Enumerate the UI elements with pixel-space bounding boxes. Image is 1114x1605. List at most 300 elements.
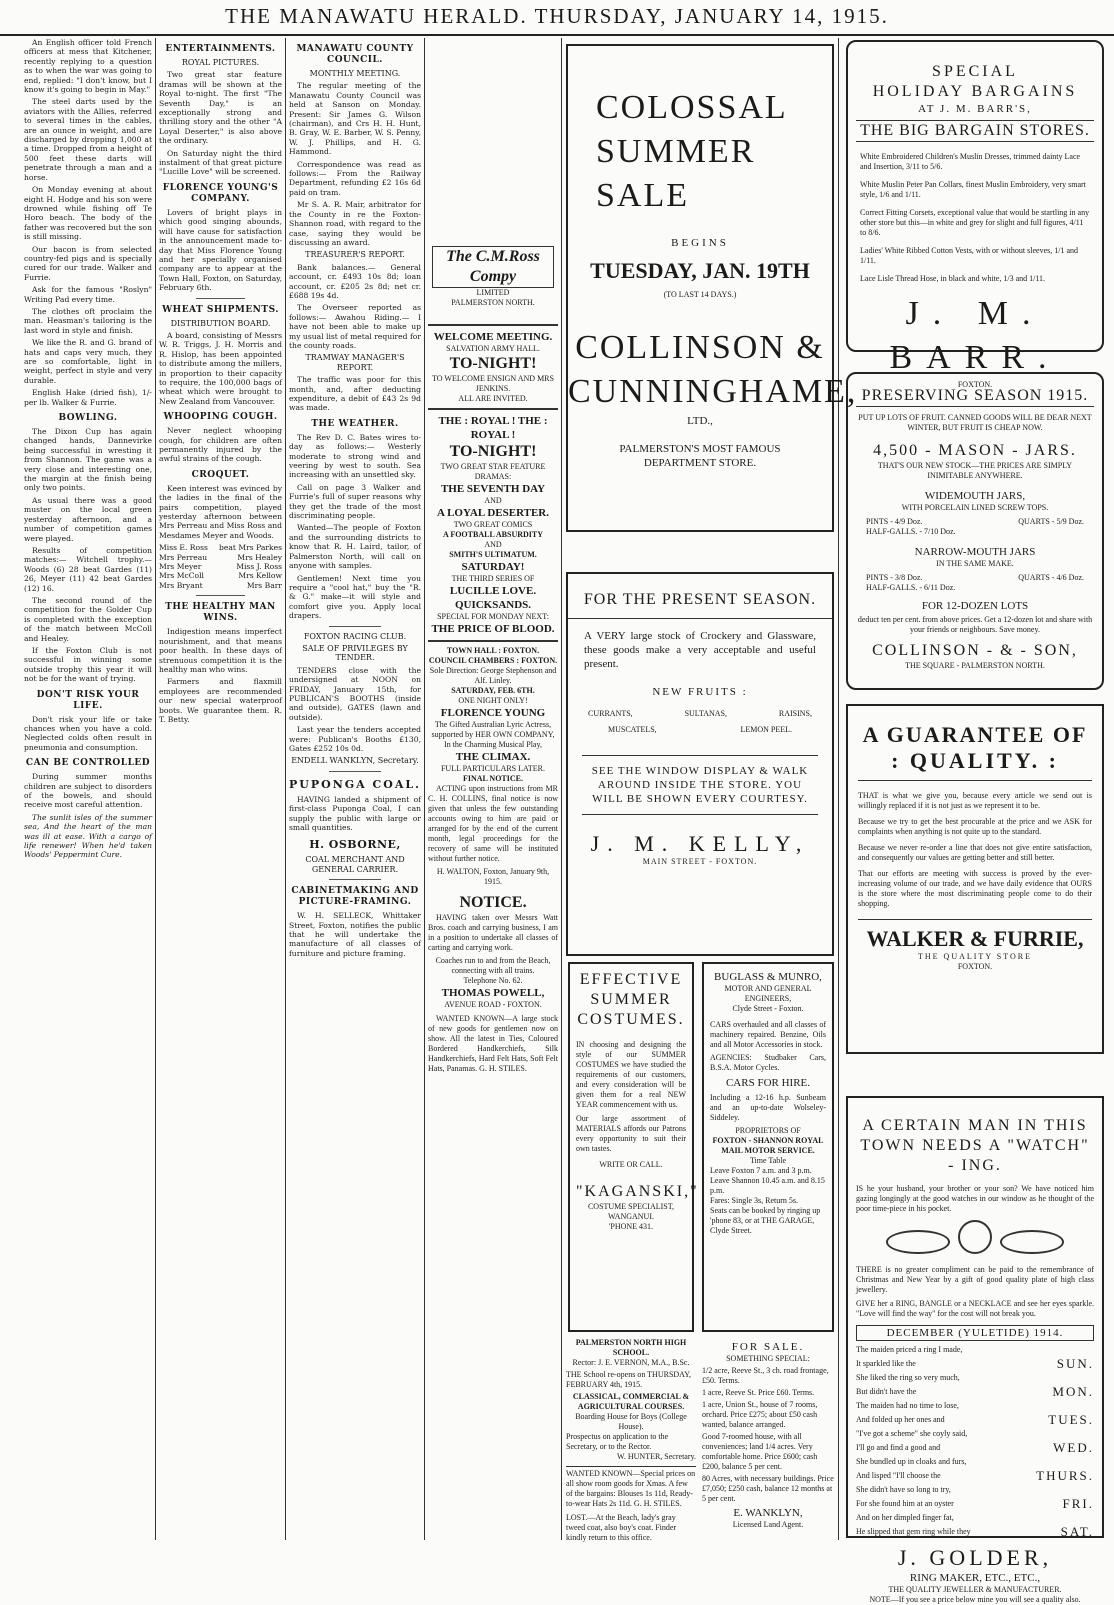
ad-text: SEE THE WINDOW DISPLAY & WALK AROUND INSIDE THE STORE. YOU WILL BE SHOWN EVERY COURTESY. xyxy=(582,755,818,815)
subheading: ROYAL PICTURES. xyxy=(181,58,260,67)
ad-heading: THE : ROYAL ! THE : ROYAL ! xyxy=(438,415,548,441)
paragraph: Keen interest was evinced by the ladies in the final of the pairs competition, played yesterday afternoon between Mrs Perreau and Miss Ross and Mesdames Meyer and Woods. xyxy=(159,483,282,540)
poem-text: And folded up her ones and xyxy=(856,1415,945,1424)
paragraph: Because we never re-order a line that does not give entire satisfaction, and consequently our values are getting better and still better. xyxy=(858,843,1092,862)
result-player: Mrs Bryant xyxy=(159,580,203,590)
result-opponent: Mrs Kellow xyxy=(238,571,282,581)
paragraph: IS he your husband, your brother or your son? We have noticed him gazing longingly at the good watches in our window as he thought of the poor time-piece in his pocket. xyxy=(856,1184,1094,1213)
poem-text: I'll go and find a good and xyxy=(856,1443,941,1452)
paragraph: WANTED KNOWN—A large stock of new goods for gentlemen now on show. All the latest in Ties, Coloured Bordered Handkerchiefs, Silk Handkerchiefs, Hard Felt Hats, Soft Felt Hats, Panamas. G. H. STILES. xyxy=(428,1014,558,1073)
ad-text: THE QUALITY JEWELLER & MANUFACTURER. xyxy=(888,1585,1062,1594)
divider xyxy=(196,595,245,596)
paragraph: The clothes oft proclaim the man. Heasman's tailoring is the last word in style and finish. xyxy=(24,306,152,335)
paragraph: Indigestion means imperfect nourishment, and that means poor health. In these days of strenuous competition it is the healthy man who wins. xyxy=(159,627,282,674)
masthead: THE MANAWATU HERALD. THURSDAY, JANUARY 14, 1915. xyxy=(0,0,1114,36)
subheading: DISTRIBUTION BOARD. xyxy=(170,318,271,328)
poem-day: SUN. xyxy=(1056,1356,1094,1371)
result-row xyxy=(159,581,282,590)
ad-text: AND xyxy=(484,496,502,505)
poem-text: For she found him at an oyster xyxy=(856,1499,954,1508)
ad-headline: HOLIDAY BARGAINS xyxy=(872,83,1078,100)
timetable-entry: Leave Foxton 7 a.m. and 3 p.m. xyxy=(710,1166,812,1175)
ad-text: Clyde Street - Foxton. xyxy=(732,1004,804,1013)
poem-day: TUES. xyxy=(1048,1412,1094,1427)
poem xyxy=(856,1345,1094,1541)
list-item: White Muslin Peter Pan Collars, finest Muslin Embroidery, very smart style, 1/6 and 1/11. xyxy=(860,180,1086,199)
paragraph: We like the R. and G. brand of hats and caps very much, they are so comfortable, light in weight, perfect in style and very durable. xyxy=(24,338,152,385)
firm-name: CUNNINGHAME, xyxy=(568,373,858,410)
bangle-icon xyxy=(886,1230,950,1254)
ad-heading: TOWN HALL : FOXTON. COUNCIL CHAMBERS : FOXTON. xyxy=(428,646,558,665)
ad-subheading: NEW FRUITS : xyxy=(652,686,748,698)
paragraph: An English officer told French officers at mess that Kitchener, recently replying to a question as to when the war was going to end, replied: "I don't know, but I know it's going to begin in May." xyxy=(24,38,152,95)
school-ad xyxy=(566,1338,696,1542)
advertiser-name: E. WANKLYN, xyxy=(733,1507,803,1519)
column-rule xyxy=(424,38,425,1540)
paragraph: ACTING upon instructions from MR C. H. COLLINS, final notice is now given that unless the few outstanding accounts owing to him are paid or arranged for by the end of the current month, legal proceedings for the recovery of same will be instituted without further notice. xyxy=(428,784,558,863)
ad-text: COSTUME SPECIALIST, WANGANUI. xyxy=(587,1202,675,1221)
ad-text: ONE NIGHT ONLY! xyxy=(458,696,528,705)
poem-day: THURS. xyxy=(1036,1468,1094,1483)
play-title: THE CLIMAX. xyxy=(455,751,531,763)
paragraph: Gentlemen! Next time you require a "cool hat," buy the "R. & G." make—it will style and comfort give you. Apply local drapers. xyxy=(289,573,421,621)
advertiser-name: BUGLASS & MUNRO, xyxy=(714,971,822,983)
paragraph: Our bacon is from selected country-fed pigs and is specially cured for our trade. Walker and Furrie. xyxy=(24,244,152,282)
section-heading: WHOOPING COUGH. xyxy=(163,412,278,423)
section-heading: PUPONGA COAL. xyxy=(289,777,421,791)
firm-name: COLLINSON & xyxy=(575,329,825,366)
ad-text: FOXTON. xyxy=(957,380,993,389)
signature: H. WALTON, Foxton, January 9th, 1915. xyxy=(436,867,550,886)
result-opponent: beat Mrs Parkes xyxy=(219,543,282,553)
poem-text: He slipped that gem ring while they xyxy=(856,1527,971,1536)
ad-text: THE SQUARE - PALMERSTON NORTH. xyxy=(905,661,1045,670)
news-column-2 xyxy=(159,38,282,1538)
price-item: QUARTS - 5/9 Doz. xyxy=(1018,517,1084,526)
costumes-ad xyxy=(568,962,699,1332)
advertiser-name: WALKER & FURRIE, xyxy=(858,919,1092,952)
sale-item: 1 acre, Union St., house of 7 rooms, orchard. Price £275; about £50 cash wanted, balance arranged. xyxy=(702,1400,818,1429)
column-rule xyxy=(285,38,286,1540)
sale-item: 1 acre, Reeve St. Price £60. Terms. xyxy=(702,1388,815,1397)
result-player: Mrs Meyer xyxy=(159,562,202,572)
spacer xyxy=(428,38,558,246)
advertiser-name: THOMAS POWELL, xyxy=(441,987,545,999)
ad-subheading: SOMETHING SPECIAL: xyxy=(726,1354,810,1363)
paragraph: On Saturday night the third instalment of that great picture "Lucille Love" will be screened. xyxy=(159,148,282,177)
section-heading: CAN BE CONTROLLED xyxy=(25,758,151,769)
poem-line xyxy=(856,1355,1094,1373)
ad-text: 'PHONE 431. xyxy=(608,1222,654,1231)
sale-item: 1/2 acre, Reeve St., 3 ch. road frontage, £50. Terms. xyxy=(702,1366,829,1385)
price-item: PINTS - 3/8 Doz. xyxy=(866,573,923,582)
advertiser-name: J. GOLDER, xyxy=(897,1545,1053,1570)
ad-text: Time Table xyxy=(749,1156,787,1165)
advertiser-name: COLLINSON - & - SON, xyxy=(872,642,1078,659)
fruit-item: LEMON PEEL. xyxy=(740,725,792,734)
paragraph: Ask for the famous "Roslyn" Writing Pad every time. xyxy=(24,285,152,304)
divider xyxy=(196,298,245,299)
poem-text: She didn't have so long to try, xyxy=(856,1485,951,1494)
paragraph: That our efforts are meeting with success is proved by the ever-increasing volume of our trade, and we have daily evidence that OURS is the store where the most discriminating people come to do their shopping. xyxy=(858,869,1092,908)
paragraph: The traffic was poor for this month, and, after deducting expenditure, a debit of £43 2s 9d was made. xyxy=(289,375,421,413)
column-rule xyxy=(561,38,562,1540)
calendar-heading: DECEMBER (YULETIDE) 1914. xyxy=(856,1325,1094,1341)
paragraph: Two great star feature dramas will be shown at the Royal to-night. The first "The Seventh Day," is an exceptionally strong and thrilling story and the other "A Loyal Deserter," is also above the ordinary. xyxy=(159,70,282,146)
paragraph: Lovers of bright plays in which good singing abounds, will have cause for satisfaction in the announcement made to-day that Miss Florence Young and her specially organised company are to appear at the Town Hall, Foxton, on Saturday, February 6th. xyxy=(159,207,282,293)
news-column-3 xyxy=(289,38,421,1538)
poem-text: The maiden had no time to lose, xyxy=(856,1401,959,1410)
ad-headline: FOR SALE. xyxy=(731,1341,805,1353)
paragraph: On Monday evening at about eight H. Hodge and his son were drowned while fishing off Te Horo beach. The body of the father was recovered but the son is still missing. xyxy=(24,185,152,242)
film-title: SMITH'S ULTIMATUM. xyxy=(449,550,537,559)
poem-day: WED. xyxy=(1053,1440,1094,1455)
result-opponent: Miss J. Ross xyxy=(236,562,282,572)
paragraph: AGENCIES: Studbaker Cars, B.S.A. Motor Cycles. xyxy=(710,1053,826,1072)
signature: ENDELL WANKLYN, Secretary. xyxy=(291,756,419,766)
divider xyxy=(329,626,382,627)
ad-headline: PRESERVING SEASON 1915. xyxy=(856,386,1094,407)
ad-text: NOTE—If you see a price below mine you will see a quality also. xyxy=(869,1595,1081,1604)
paragraph: If the Foxton Club is not successful in winning some outside trophy this year it will not be for the want of trying. xyxy=(24,645,152,684)
ad-headline: A GUARANTEE OF xyxy=(862,722,1088,747)
colossal-sale-ad xyxy=(566,44,858,532)
advertiser-name: "KAGANSKI," xyxy=(576,1183,699,1200)
result-opponent: Mrs Barr xyxy=(246,580,282,590)
paragraph: Our large assortment of MATERIALS affords our Patrons every opportunity to suit their own tastes. xyxy=(576,1114,686,1153)
paragraph: During summer months children are subject to disorders of the bowels, and should receive most careful attention. xyxy=(24,772,152,810)
paragraph: PUT UP LOTS OF FRUIT. CANNED GOODS WILL BE DEAR NEXT WINTER, BUT FRUIT IS CHEAP NOW. xyxy=(858,413,1092,432)
poem-text: But didn't have the xyxy=(856,1387,917,1396)
paragraph: Because we try to get the best procurable at the price and we ASK for complaints when anything is not quite up to the standard. xyxy=(858,817,1092,836)
list-item: Correct Fitting Corsets, exceptional value that would be startling in any other store but this—in white and grey for slight and full figures, 4/11 to 8/6. xyxy=(860,208,1090,237)
ad-headline: PALMERSTON NORTH HIGH SCHOOL. xyxy=(575,1338,687,1357)
ad-headline: FOR THE PRESENT SEASON. xyxy=(568,590,832,619)
ad-text: RING MAKER, ETC., ETC., xyxy=(909,1572,1041,1584)
result-player: Mrs Perreau xyxy=(159,552,208,562)
ad-text: SPECIAL FOR MONDAY NEXT: xyxy=(437,612,549,621)
price-item: QUARTS - 4/6 Doz. xyxy=(1018,573,1084,582)
poem-line xyxy=(856,1457,1094,1467)
poem-text: It sparkled like the xyxy=(856,1359,916,1368)
poem-day: MON. xyxy=(1052,1384,1094,1399)
paragraph: Correspondence was read as follows:— From the Railway Department, refunding £2 16s 6d paid on tram. xyxy=(289,159,421,197)
item-list xyxy=(860,152,1090,284)
ad-headline: SALE xyxy=(596,177,689,214)
advertiser-name: H. OSBORNE, xyxy=(309,838,401,852)
ad-text: THE THIRD SERIES OF xyxy=(451,574,535,583)
ad-text: Coaches run to and from the Beach, connecting with all trains. xyxy=(435,956,551,975)
result-row xyxy=(159,553,282,562)
section-heading: FLORENCE YOUNG'S COMPANY. xyxy=(162,182,279,204)
ad-subheading: WIDEMOUTH JARS, xyxy=(924,490,1026,502)
ad-text: TO WELCOME ENSIGN AND MRS JENKINS. xyxy=(432,374,554,393)
ad-text: THAT'S OUR NEW STOCK—THE PRICES ARE SIMPLY INIMITABLE ANYWHERE. xyxy=(877,461,1073,480)
munro-ad xyxy=(702,962,834,1332)
paragraph: A VERY large stock of Crockery and Glassware, these goods make a very acceptable and useful present. xyxy=(584,630,816,670)
advertiser-name: J. M. BARR. xyxy=(889,295,1061,376)
ad-text: Rector: J. E. VERNON, M.A., B.Sc. xyxy=(572,1358,690,1367)
ad-text: IN THE SAME MAKE. xyxy=(936,559,1014,568)
ad-subheading: THE BIG BARGAIN STORES. xyxy=(856,120,1094,142)
ad-text: Licensed Land Agent. xyxy=(732,1520,804,1529)
paragraph: THE School re-opens on THURSDAY, FEBRUARY 4th, 1915. xyxy=(566,1370,691,1389)
ad-headline: : QUALITY. : xyxy=(858,748,1092,781)
poem-line xyxy=(856,1523,1094,1541)
ad-subheading: FOR 12-DOZEN LOTS xyxy=(921,600,1029,612)
price-row xyxy=(866,517,1084,527)
ad-text: (TO LAST 14 DAYS.) xyxy=(663,290,737,299)
section-heading: ENTERTAINMENTS. xyxy=(165,44,276,54)
subheading: MONTHLY MEETING. xyxy=(309,69,401,78)
ad-text: THE QUALITY STORE xyxy=(918,952,1032,961)
section-heading: WHEAT SHIPMENTS. xyxy=(162,304,279,315)
divider xyxy=(428,324,558,326)
jewellery-illustration xyxy=(856,1218,1094,1261)
ad-text: MOTOR AND GENERAL ENGINEERS, xyxy=(724,984,812,1003)
ad-text: MAIN STREET - FOXTON. xyxy=(642,857,758,866)
poem-day: FRI. xyxy=(1062,1496,1094,1511)
ross-subtitle: LIMITED xyxy=(476,288,510,297)
poem-line xyxy=(856,1495,1094,1513)
poem-line xyxy=(856,1411,1094,1429)
sale-item: Good 7-roomed house, with all conveniences; land 1/4 acres. Very comfortable home. Price £600; cash £200, balance 5 per cent. xyxy=(702,1432,818,1471)
subheading: COAL MERCHANT AND GENERAL CARRIER. xyxy=(305,855,405,874)
paragraph: LOST.—At the Beach, lady's gray tweed coat, also boy's coat. Finder kindly return to this office. xyxy=(566,1513,677,1542)
paragraph: The second round of the competition for the Golder Cup is completed with the exception of the match between McColl and Healey. xyxy=(24,595,152,643)
paragraph: As usual there was a good muster on the local green yesterday afternoon, and a number of competition games were played. xyxy=(24,495,152,543)
film-title: QUICKSANDS. xyxy=(454,599,532,611)
poem-day: SAT. xyxy=(1060,1524,1094,1539)
section-heading: DON'T RISK YOUR LIFE. xyxy=(36,689,140,711)
ad-subheading: 4,500 - MASON - JARS. xyxy=(873,442,1077,459)
paragraph: IN choosing and designing the style of our SUMMER COSTUMES we have studied the requirements of our customers, and every consideration will be given them for a real NEW YEAR commencement with us. xyxy=(576,1040,686,1109)
ad-text: Seats can be booked by ringing up 'phone 83, or at THE GARAGE, Clyde Street. xyxy=(710,1206,821,1235)
fruit-row xyxy=(588,709,812,719)
divider xyxy=(329,879,382,880)
poem-line xyxy=(856,1401,1094,1411)
poem-line xyxy=(856,1345,1094,1355)
ad-headline: SPECIAL xyxy=(932,63,1018,80)
timetable-entry: Leave Shannon 10.45 a.m. and 8.15 p.m. xyxy=(710,1176,825,1195)
ad-text: ALL ARE INVITED. xyxy=(458,394,528,403)
result-row xyxy=(159,562,282,571)
paragraph: Including a 12-16 h.p. Sunbeam and an up-to-date Wolseley-Siddeley. xyxy=(710,1093,826,1122)
ad-text: AND xyxy=(484,540,502,549)
ad-heading: FINAL NOTICE. xyxy=(462,774,523,783)
list-item: White Embroidered Children's Muslin Dresses, trimmed dainty Lace and Insertion, 3/11 to 5/6. xyxy=(860,152,1081,171)
signature: W. HUNTER, Secretary. xyxy=(617,1452,696,1461)
ad-text: SALVATION ARMY HALL. xyxy=(446,344,540,353)
price-item: HALF-GALLS. - 7/10 Doz. xyxy=(866,527,956,536)
section-heading: CABINETMAKING AND PICTURE-FRAMING. xyxy=(291,886,419,908)
ad-subheading: CLASSICAL, COMMERCIAL & AGRICULTURAL COURSES. xyxy=(572,1392,690,1411)
ad-text: WITH PORCELAIN LINED SCREW TOPS. xyxy=(901,503,1049,512)
ad-headline: COLOSSAL xyxy=(596,89,788,126)
ad-heading: TO-NIGHT! xyxy=(449,355,537,372)
paragraph: THERE is no greater compliment can be paid to the remembrance of Christmas and New Year by a gift of good quality plate of high class jewellery. xyxy=(856,1265,1094,1294)
paragraph: CARS overhauled and all classes of machinery repaired. Benzine, Oils and all Motor Accessories in stock. xyxy=(710,1020,826,1049)
ad-headline: A CERTAIN MAN IN THIS TOWN NEEDS A "WATCH" - ING. xyxy=(860,1117,1090,1174)
ad-heading: WELCOME MEETING. xyxy=(433,331,553,343)
ad-text: TWO GREAT COMICS xyxy=(453,520,533,529)
result-opponent: Mrs Healey xyxy=(237,552,282,562)
golder-ad xyxy=(846,1096,1104,1604)
poem-line xyxy=(856,1383,1094,1401)
poem-text: "I've got a scheme" she coyly said, xyxy=(856,1429,968,1438)
ad-headline: EFFECTIVE xyxy=(579,971,683,988)
paragraph: Don't risk your life or take chances when you have a cold. Neglected colds often result in pneumonia and consumption. xyxy=(24,714,152,752)
ad-text: PROPRIETORS OF xyxy=(735,1126,801,1135)
ad-text: Telephone No. 62. xyxy=(463,976,523,985)
advertiser-name: J. M. KELLY, xyxy=(590,831,810,856)
divider xyxy=(329,771,382,772)
ad-heading: TO-NIGHT! xyxy=(449,443,537,460)
subheading: TRAMWAY MANAGER'S REPORT. xyxy=(305,353,405,372)
subheading: FOXTON RACING CLUB. xyxy=(303,631,407,641)
poem-text: And lisped "I'll choose the xyxy=(856,1471,941,1480)
ad-subheading: NARROW-MOUTH JARS xyxy=(914,546,1036,558)
for-sale-ad xyxy=(702,1340,834,1538)
section-heading: CROQUET. xyxy=(191,469,250,480)
column-rule xyxy=(838,38,839,1540)
paragraph: Never neglect whooping cough, for children are often permanently injured by the awful strains of the cough. xyxy=(159,426,282,464)
fruit-item: SULTANAS, xyxy=(684,709,727,718)
news-column-1 xyxy=(24,38,152,1538)
poem-line xyxy=(856,1467,1094,1485)
fruit-item: CURRANTS, xyxy=(588,709,633,718)
ad-text: BEGINS xyxy=(671,237,729,249)
price-item: HALF-GALLS. - 6/11 Doz. xyxy=(866,583,956,592)
film-title: A FOOTBALL ABSURDITY xyxy=(442,530,544,539)
paragraph: The sunlit isles of the summer sea, And the heart of the man was ill at ease. With a cargo of life renewer! When he'd taken Woods' Peppermint Cure. xyxy=(24,812,152,860)
list-item: Lace Lisle Thread Hose, in black and white, 1/3 and 1/11. xyxy=(860,274,1046,283)
section-heading: BOWLING. xyxy=(58,413,118,424)
ad-text: Sole Direction: George Stephenson and Alf. Linley. xyxy=(429,666,557,685)
sale-date: TUESDAY, JAN. 19TH xyxy=(590,258,810,283)
price-row xyxy=(866,573,1084,583)
section-heading: THE HEALTHY MAN WINS. xyxy=(165,602,276,624)
ad-text: WRITE OR CALL. xyxy=(599,1160,663,1169)
film-title: LUCILLE LOVE. xyxy=(449,585,537,597)
paragraph: Last year the tenders accepted were: Publican's Booths £130, Gates £252 10s 0d. xyxy=(289,725,421,753)
ad-text: Boarding House for Boys (College House). xyxy=(575,1412,687,1431)
paragraph: Bank balances.— General account, cr. £493 10s 8d; loan account, cr. £205 2s 8d; net cr. £688 19s 4d. xyxy=(289,262,421,300)
ad-text: In the Charming Musical Play, xyxy=(444,740,542,749)
ad-text: PALMERSTON'S MOST FAMOUS DEPARTMENT STORE. xyxy=(619,443,781,469)
column-rule xyxy=(155,38,156,1540)
poem-line xyxy=(856,1513,1094,1523)
fruit-item: RAISINS, xyxy=(778,709,812,718)
paragraph: English Hake (dried fish), 1/- per lb. Walker & Furrie. xyxy=(24,388,152,407)
poem-line xyxy=(856,1485,1094,1495)
result-row xyxy=(159,571,282,580)
ad-text: TWO GREAT STAR FEATURE DRAMAS: xyxy=(440,462,546,481)
divider xyxy=(428,408,558,410)
subheading: TREASURER'S REPORT. xyxy=(305,250,405,260)
poem-line xyxy=(856,1429,1094,1439)
poem-text: She liked the ring so very much, xyxy=(856,1373,960,1382)
section-heading: MANAWATU COUNTY COUNCIL. xyxy=(296,44,414,65)
paragraph: The Overseer reported as follows:— Awahou Riding.— I have not been able to make up my usual list of metal required for the county roads. xyxy=(289,303,421,350)
subheading: SALE OF PRIVILEGES BY TENDER. xyxy=(302,643,408,663)
paragraph: A board, consisting of Messrs W. R. Triggs, J. H. Morris and R. Hislop, has been appointed to distribute among the millers, in proportion to their capacity to require, the 100,000 bags of wheat which were brought to New Zealand from Vancouver. xyxy=(159,330,282,406)
ross-logo: The C.M.Ross Compy xyxy=(432,246,554,288)
paragraph: WANTED KNOWN—Special prices on all show room goods for Xmas. A few of the bargains: Blouses 1s 11d, Ready-to-wear Hats 2s 11d. G. H. STILES. xyxy=(566,1466,696,1509)
ads-column-4 xyxy=(428,38,558,1538)
ad-subheading: CARS FOR HIRE. xyxy=(725,1077,811,1089)
ad-heading: SATURDAY, FEB. 6TH. xyxy=(451,686,535,695)
divider xyxy=(428,640,558,642)
ad-text: AVENUE ROAD - FOXTON. xyxy=(444,1000,542,1009)
paragraph: THAT is what we give you, because every article we send out is willingly replaced if it is not just as we represent it to be. xyxy=(858,791,1092,810)
ad-headline: COSTUMES. xyxy=(577,1011,685,1028)
result-player: Miss E. Ross xyxy=(159,543,208,553)
ring-icon xyxy=(958,1220,992,1254)
ad-text: FULL PARTICULARS LATER. xyxy=(440,764,546,773)
paragraph: W. H. SELLECK, Whittaker Street, Foxton, notifies the public that he will undertake the manufacture of all classes of furniture and picture framing. xyxy=(289,911,421,958)
paragraph: HAVING taken over Messrs Watt Bros. coach and carrying business, I am in a position to undertake all classes of carting and carrying work. xyxy=(428,913,558,952)
result-player: Mrs McColl xyxy=(159,571,204,581)
paragraph: The Dixon Cup has again changed hands, Dannevirke being successful in wresting it from Shannon. The game was a very close and interesting one, the margin at the finish being only two points. xyxy=(24,427,152,493)
price-item: PINTS - 4/9 Doz. xyxy=(866,517,923,526)
ross-address: PALMERSTON NORTH. xyxy=(451,298,535,307)
paragraph: GIVE her a RING, BANGLE or a NECKLACE and see her eyes sparkle. "Love will find the way" for the cost will not break you. xyxy=(856,1299,1094,1318)
sale-item: 80 Acres, with necessary buildings. Price £7,050; £250 cash, balance 12 months at 5 per cent. xyxy=(702,1474,834,1503)
performer-name: FLORENCE YOUNG xyxy=(440,707,546,719)
paragraph: Results of competition matches:— Witchell trophy.— Woods (6) 28 beat Gardes (11) 26, Meyer (11) 42 beat Gardes (12) 16. xyxy=(24,545,152,593)
ad-subheading: FOXTON - SHANNON ROYAL MAIL MOTOR SERVICE. xyxy=(712,1136,824,1155)
paragraph: The Rev D. C. Bates wires to-day as follows:— Westerly moderate to strong wind and veering by west to south. Sea increasing with an unsettled sky. xyxy=(289,432,421,480)
paragraph: The steel darts used by the aviators with the Allies, referred to several times in the cables, are an ounce in weight, and are discharged by dropping 1,000 at a time. Dropped from a height of 500 feet these darts will penetrate through a man and a horse. xyxy=(24,97,152,182)
paragraph: Wanted—The people of Foxton and the surrounding districts to know that R. H. Laird, tailor, of Palmerston North, will call on anyone with samples. xyxy=(289,523,421,571)
fruit-row xyxy=(608,725,792,735)
paragraph: HAVING landed a shipment of first-class Puponga Coal, I can supply the public with large or small quantities. xyxy=(289,794,421,833)
ad-headline: SUMMER xyxy=(590,991,672,1008)
list-item: Ladies' White Ribbed Cotton Vests, with or without sleeves, 1/1 and 1/11. xyxy=(860,246,1079,265)
barr-ad xyxy=(846,40,1104,389)
poem-text: She bundled up in cloaks and furs, xyxy=(856,1457,967,1466)
ad-headline: SUMMER xyxy=(596,133,756,170)
paragraph: The regular meeting of the Manawatu County Council was held at Sanson on Monday. Present: Sir James G. Wilson (chairman), and Crs H. H. Hunt, B. Gray, W. E. Barber, W. S. Penny, W. J. Phillips, and H. G. Hammond. xyxy=(289,81,421,157)
preserving-ad xyxy=(846,372,1104,690)
guarantee-ad xyxy=(846,704,1104,1054)
ad-heading: NOTICE. xyxy=(459,894,527,911)
kelly-ad xyxy=(566,572,834,956)
fruit-item: MUSCATELS, xyxy=(608,725,657,734)
paragraph: Mr S. A. R. Mair, arbitrator for the County in re the Foxton-Shannon road, with regard to the case, saying they would be discussing an award. xyxy=(289,200,421,247)
film-title: THE PRICE OF BLOOD. xyxy=(431,623,555,635)
film-title: THE SEVENTH DAY xyxy=(440,483,546,495)
poem-text: The maiden priced a ring I made, xyxy=(856,1345,963,1354)
ad-text: FOXTON. xyxy=(957,962,993,971)
ad-text: Prospectus on application to the Secretary, or to the Rector. xyxy=(566,1432,669,1451)
paragraph: deduct ten per cent. from above prices. Get a 12-dozen lot and share with your friends or neighbours. Save money. xyxy=(857,615,1093,634)
ad-text: The Gifted Australian Lyric Actress, supported by HER OWN COMPANY, xyxy=(431,720,555,739)
paragraph: Call on page 3 Walker and Furrie's full of super reasons why they get the trade of the most discriminating people. xyxy=(289,482,421,521)
bangle-icon xyxy=(1000,1230,1064,1254)
fares: Fares: Single 3s, Return 5s. xyxy=(710,1196,798,1205)
result-row xyxy=(159,543,282,552)
film-title: A LOYAL DESERTER. xyxy=(437,507,549,519)
ad-text: AT J. M. BARR'S, xyxy=(918,103,1032,115)
section-heading: THE WEATHER. xyxy=(311,418,399,429)
ad-heading: SATURDAY! xyxy=(461,561,525,573)
ad-text: LTD., xyxy=(687,415,713,427)
poem-line xyxy=(856,1439,1094,1457)
poem-text: And on her dimpled finger fat, xyxy=(856,1513,954,1522)
paragraph: Farmers and flaxmill employees are recommended our new special waterproof boots. We guarantee them. R. T. Betty. xyxy=(159,677,282,724)
